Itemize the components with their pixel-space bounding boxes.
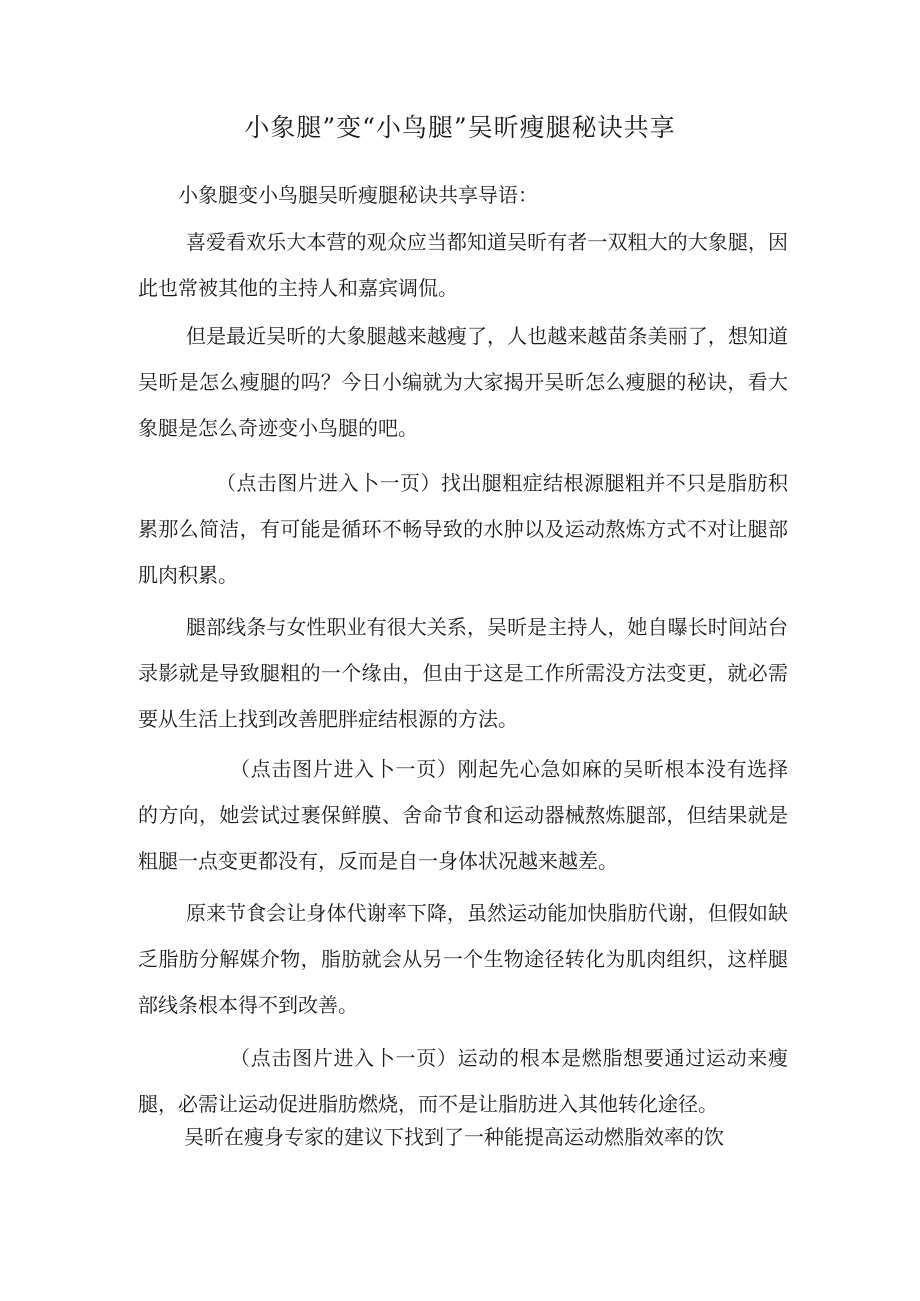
document-title: 小象腿”变“小鸟腿”吴昕瘦腿秘诀共享 (244, 113, 676, 142)
paragraph: 喜爱看欢乐大本营的观众应当都知道吴昕有者一双粗大的大象腿，因此也常被其他的主持人和嘉宾调侃。 (138, 230, 788, 300)
paragraph: 腿部线条与女性职业有很大关系，吴昕是主持人，她自曝长时间站台录影就是导致腿粗的一个缘由，但由于这是工作所需没方法变更，就必需要从生活上找到改善肥胖症结根源的方法。 (138, 615, 788, 731)
paragraph: 但是最近吴昕的大象腿越来越瘦了，人也越来越苗条美丽了，想知道吴昕是怎么瘦腿的吗？今日小编就为大家揭开吴昕怎么瘦腿的秘诀，看大象腿是怎么奇迹变小鸟腿的吧。 (138, 324, 788, 440)
paragraph: （点击图片进入卜一页）刚起先心急如麻的吴昕根本没有选择的方向，她尝试过裹保鲜膜、舍命节食和运动器械熬炼腿部，但结果就是粗腿一点变更都没有，反而是自一身体状况越来越差。 (138, 757, 788, 873)
paragraph: 原来节食会让身体代谢率下降，虽然运动能加快脂肪代谢，但假如缺乏脂肪分解媒介物，脂肪就会从另一个生物途径转化为肌肉组织，这样腿部线条根本得不到改善。 (138, 901, 788, 1017)
paragraph: （点击图片进入卜一页）找出腿粗症结根源腿粗并不只是脂肪积累那么简洁，有可能是循环不畅导致的水肿以及运动熬炼方式不对让腿部肌肉积累。 (138, 471, 788, 587)
paragraph-intro: 小象腿变小鸟腿吴昕瘦腿秘诀共享导语： (178, 183, 538, 207)
paragraph: （点击图片进入卜一页）运动的根本是燃脂想要通过运动来瘦腿，必需让运动促进脂肪燃烧，而不是让脂肪进入其他转化途径。 (138, 1046, 788, 1116)
paragraph: 吴昕在瘦身专家的建议下找到了一种能提高运动燃脂效率的饮 (184, 1125, 724, 1149)
